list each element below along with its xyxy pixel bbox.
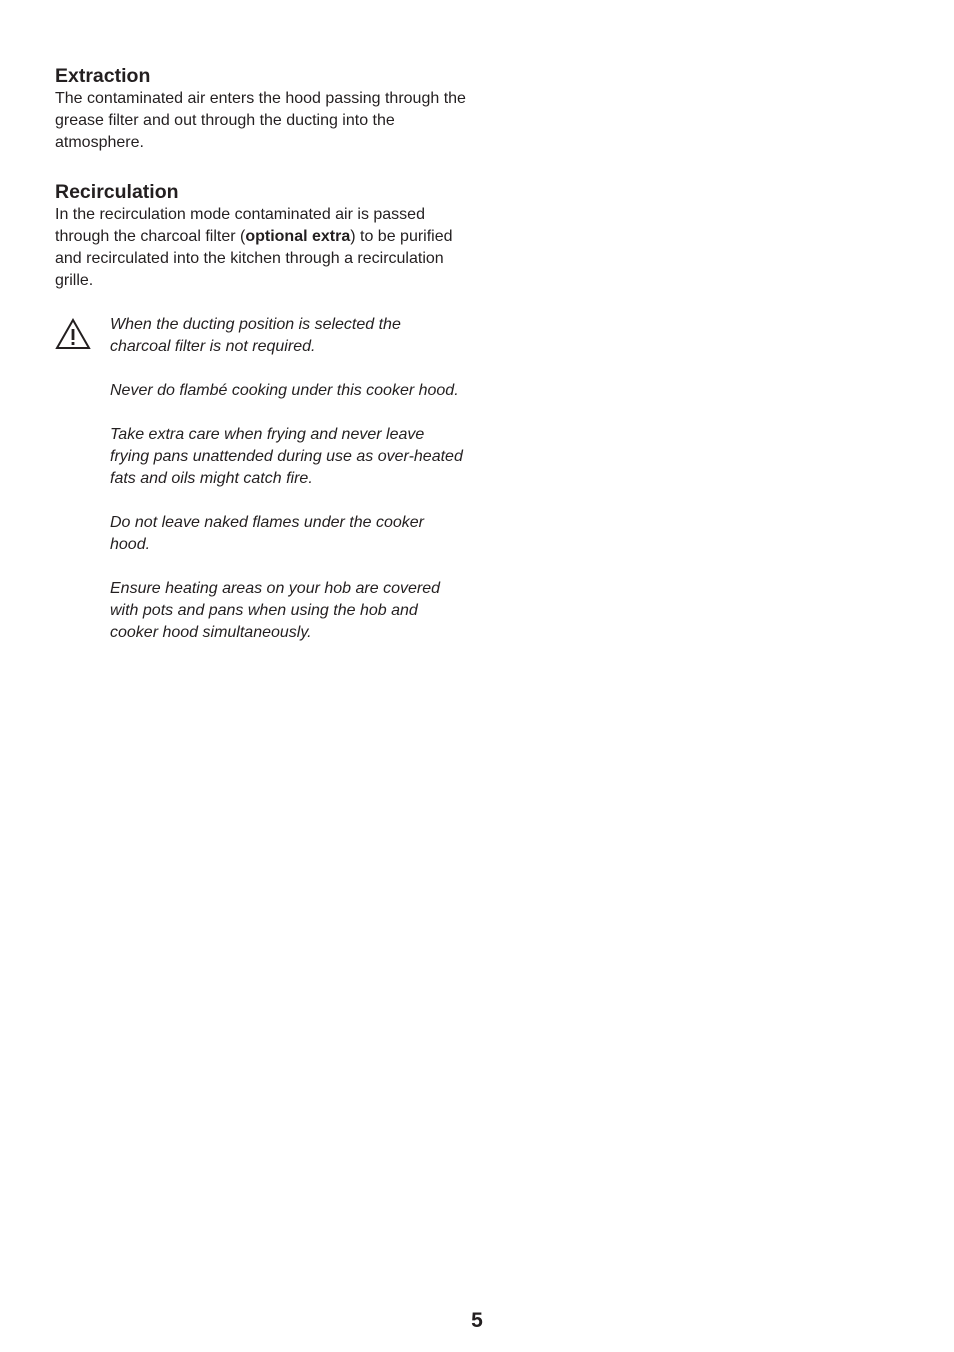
warning-item: Do not leave naked flames under the cooker hood. [110,514,424,553]
warning-triangle-icon [55,318,91,350]
recirculation-text-bold: optional extra [245,228,351,245]
recirculation-text-before: In the recirculation mode contaminated air is passed through the charcoal filter ( [55,206,425,245]
warning-item: Ensure heating areas on your hob are covered with pots and pans when using the hob and cooker hood simultaneously. [110,580,440,641]
extraction-heading: Extraction [55,65,151,87]
warning-section [55,314,475,644]
page-number: 5 [471,1309,483,1332]
recirculation-section [55,180,475,292]
warning-list [110,314,475,644]
main-column [55,64,475,666]
warning-item: Never do flambé cooking under this cooker hood. [110,382,459,399]
recirculation-text [55,204,475,292]
extraction-text: The contaminated air enters the hood passing through the grease filter and out through the ducting into the atmosphere. [55,90,466,151]
warning-item: When the ducting position is selected the charcoal filter is not required. [110,316,401,355]
recirculation-heading: Recirculation [55,181,179,203]
warning-item: Take extra care when frying and never leave frying pans unattended during use as over-heated fats and oils might catch fire. [110,426,463,487]
recirculation-text-after: ) to be purified and recirculated into the kitchen through a recirculation grille. [55,228,453,289]
extraction-section [55,64,475,154]
